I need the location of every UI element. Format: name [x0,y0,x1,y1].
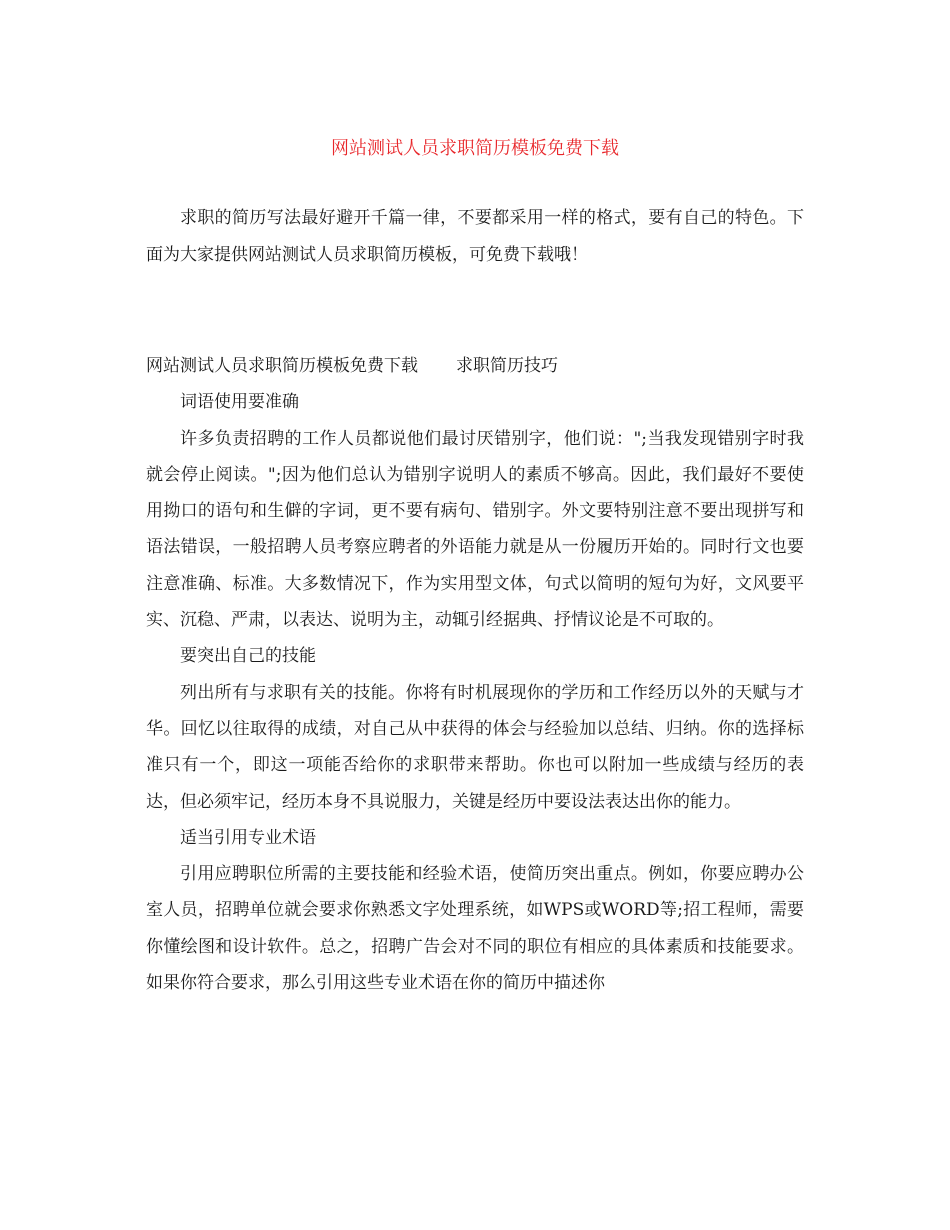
section-paragraph: 许多负责招聘的工作人员都说他们最讨厌错别字，他们说：";当我发现错别字时我就会停止阅读。";因为他们总认为错别字说明人的素质不够高。因此，我们最好不要使用拗口的语句和生僻的字词，更不要有病句、错别字。外文要特别注意不要出现拼写和语法错误，一般招聘人员考察应聘者的外语能力就是从一份履历开始的。同时行文也要注意准确、标准。大多数情况下，作为实用型文体，句式以简明的短句为好，文风要平实、沉稳、严肃，以表达、说明为主，动辄引经据典、抒情议论是不可取的。 [146,428,804,631]
section-paragraph: 引用应聘职位所需的主要技能和经验术语，使简历突出重点。例如，你要应聘办公室人员，招聘单位就会要求你熟悉文字处理系统，如WPS或WORD等;招工程师，需要你懂绘图和设计软件。总之，招聘广告会对不同的职位有相应的具体素质和技能要求。如果你符合要求，那么引用这些专业术语在你的简历中描述你 [146,864,804,994]
section-heading: 词语使用要准确 [180,392,299,413]
section-heading: 要突出自己的技能 [180,646,316,667]
section-paragraph: 列出所有与求职有关的技能。你将有时机展现你的学历和工作经历以外的天赋与才华。回忆以往取得的成绩，对自己从中获得的体会与经验加以总结、归纳。你的选择标准只有一个，即这一项能否给你的求职带来帮助。你也可以附加一些成绩与经历的表达，但必须牢记，经历本身不具说服力，关键是经历中要设法表达出你的能力。 [146,682,804,812]
article-body [146,348,804,1001]
section-line-right: 求职简历技巧 [456,356,558,376]
section-line [146,348,804,384]
section-heading: 适当引用专业术语 [180,827,316,848]
intro-paragraph: 求职的简历写法最好避开千篇一律，不要都采用一样的格式，要有自己的特色。下面为大家提供网站测试人员求职简历模板，可免费下载哦！ [146,208,804,265]
section-line-left: 网站测试人员求职简历模板免费下载 [146,356,418,376]
intro-block [146,200,804,274]
document-title: 网站测试人员求职简历模板免费下载 [331,138,619,159]
